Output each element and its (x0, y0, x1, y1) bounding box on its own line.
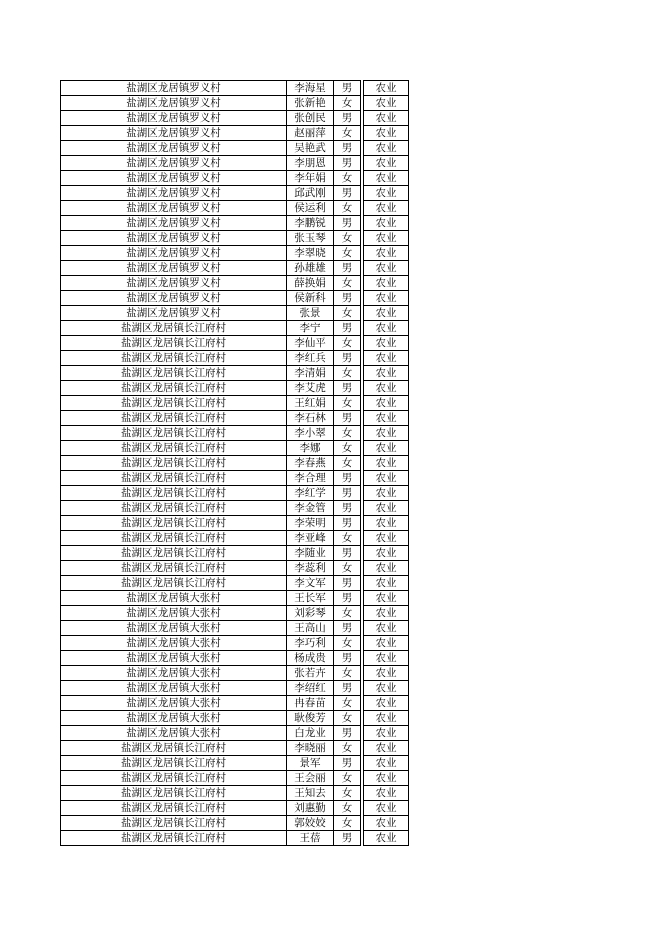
person-name-cell: 李清娟 (287, 366, 334, 381)
person-name-cell: 李小翠 (287, 426, 334, 441)
person-name-cell: 李年娟 (287, 171, 334, 186)
occupation-cell: 农业 (364, 201, 409, 216)
person-name-cell: 王高山 (287, 621, 334, 636)
table-row (61, 186, 409, 201)
person-name-cell: 郭姣姣 (287, 816, 334, 831)
village-cell: 盐湖区龙居镇长江府村 (61, 456, 287, 471)
person-name-cell: 刘惠勤 (287, 801, 334, 816)
village-cell: 盐湖区龙居镇大张村 (61, 621, 287, 636)
table-row (61, 411, 409, 426)
person-name-cell: 邱武刚 (287, 186, 334, 201)
village-cell: 盐湖区龙居镇大张村 (61, 636, 287, 651)
occupation-cell: 农业 (364, 456, 409, 471)
occupation-cell: 农业 (364, 681, 409, 696)
table-row (61, 96, 409, 111)
occupation-cell: 农业 (364, 426, 409, 441)
occupation-cell: 农业 (364, 81, 409, 96)
gender-cell: 女 (334, 816, 361, 831)
table-row (61, 81, 409, 96)
occupation-cell: 农业 (364, 351, 409, 366)
gender-cell: 男 (334, 411, 361, 426)
person-name-cell: 李艾虎 (287, 381, 334, 396)
gender-cell: 女 (334, 96, 361, 111)
village-cell: 盐湖区龙居镇长江府村 (61, 351, 287, 366)
village-cell: 盐湖区龙居镇大张村 (61, 591, 287, 606)
village-cell: 盐湖区龙居镇大张村 (61, 666, 287, 681)
occupation-cell: 农业 (364, 231, 409, 246)
village-cell: 盐湖区龙居镇长江府村 (61, 576, 287, 591)
village-cell: 盐湖区龙居镇长江府村 (61, 561, 287, 576)
table-row (61, 711, 409, 726)
person-name-cell: 李荣明 (287, 516, 334, 531)
table-row (61, 321, 409, 336)
village-cell: 盐湖区龙居镇长江府村 (61, 321, 287, 336)
gender-cell: 男 (334, 81, 361, 96)
gender-cell: 男 (334, 681, 361, 696)
table-row (61, 576, 409, 591)
village-cell: 盐湖区龙居镇大张村 (61, 606, 287, 621)
table-row (61, 606, 409, 621)
gender-cell: 女 (334, 786, 361, 801)
gender-cell: 女 (334, 531, 361, 546)
village-cell: 盐湖区龙居镇长江府村 (61, 771, 287, 786)
gender-cell: 女 (334, 456, 361, 471)
table-row (61, 591, 409, 606)
person-name-cell: 侯新科 (287, 291, 334, 306)
person-name-cell: 吴艳武 (287, 141, 334, 156)
person-name-cell: 刘彩琴 (287, 606, 334, 621)
person-name-cell: 冉春苗 (287, 696, 334, 711)
gender-cell: 女 (334, 696, 361, 711)
occupation-cell: 农业 (364, 291, 409, 306)
occupation-cell: 农业 (364, 321, 409, 336)
occupation-cell: 农业 (364, 501, 409, 516)
table-row (61, 231, 409, 246)
village-cell: 盐湖区龙居镇长江府村 (61, 441, 287, 456)
gender-cell: 男 (334, 351, 361, 366)
gender-cell: 男 (334, 591, 361, 606)
person-name-cell: 李随业 (287, 546, 334, 561)
village-cell: 盐湖区龙居镇罗义村 (61, 96, 287, 111)
person-name-cell: 李仙平 (287, 336, 334, 351)
person-name-cell: 李绍红 (287, 681, 334, 696)
table-row (61, 546, 409, 561)
village-cell: 盐湖区龙居镇长江府村 (61, 786, 287, 801)
gender-cell: 女 (334, 561, 361, 576)
person-name-cell: 王蓓 (287, 831, 334, 846)
occupation-cell: 农业 (364, 621, 409, 636)
table-row (61, 561, 409, 576)
village-cell: 盐湖区龙居镇罗义村 (61, 231, 287, 246)
occupation-cell: 农业 (364, 156, 409, 171)
gender-cell: 男 (334, 381, 361, 396)
village-cell: 盐湖区龙居镇长江府村 (61, 366, 287, 381)
person-name-cell: 薛换娟 (287, 276, 334, 291)
village-cell: 盐湖区龙居镇长江府村 (61, 531, 287, 546)
gender-cell: 男 (334, 216, 361, 231)
village-cell: 盐湖区龙居镇大张村 (61, 696, 287, 711)
village-cell: 盐湖区龙居镇大张村 (61, 681, 287, 696)
occupation-cell: 农业 (364, 126, 409, 141)
gender-cell: 女 (334, 201, 361, 216)
gender-cell: 男 (334, 141, 361, 156)
gender-cell: 女 (334, 126, 361, 141)
table-row (61, 216, 409, 231)
village-cell: 盐湖区龙居镇长江府村 (61, 546, 287, 561)
table-row (61, 261, 409, 276)
person-name-cell: 李合理 (287, 471, 334, 486)
table-row (61, 201, 409, 216)
gender-cell: 男 (334, 186, 361, 201)
occupation-cell: 农业 (364, 546, 409, 561)
occupation-cell: 农业 (364, 96, 409, 111)
table-row (61, 831, 409, 846)
village-cell: 盐湖区龙居镇罗义村 (61, 141, 287, 156)
occupation-cell: 农业 (364, 711, 409, 726)
gender-cell: 男 (334, 576, 361, 591)
occupation-cell: 农业 (364, 591, 409, 606)
table-row (61, 531, 409, 546)
person-name-cell: 赵丽萍 (287, 126, 334, 141)
gender-cell: 男 (334, 471, 361, 486)
table-row (61, 306, 409, 321)
village-cell: 盐湖区龙居镇长江府村 (61, 831, 287, 846)
occupation-cell: 农业 (364, 411, 409, 426)
gender-cell: 男 (334, 156, 361, 171)
village-cell: 盐湖区龙居镇罗义村 (61, 126, 287, 141)
occupation-cell: 农业 (364, 471, 409, 486)
village-cell: 盐湖区龙居镇大张村 (61, 651, 287, 666)
gender-cell: 女 (334, 276, 361, 291)
table-row (61, 396, 409, 411)
table-row (61, 111, 409, 126)
gender-cell: 男 (334, 726, 361, 741)
village-cell: 盐湖区龙居镇长江府村 (61, 396, 287, 411)
occupation-cell: 农业 (364, 141, 409, 156)
person-name-cell: 王会丽 (287, 771, 334, 786)
table-row (61, 726, 409, 741)
gender-cell: 女 (334, 426, 361, 441)
occupation-cell: 农业 (364, 366, 409, 381)
gender-cell: 女 (334, 396, 361, 411)
person-name-cell: 李晓丽 (287, 741, 334, 756)
person-name-cell: 耿俊芳 (287, 711, 334, 726)
occupation-cell: 农业 (364, 576, 409, 591)
occupation-cell: 农业 (364, 636, 409, 651)
occupation-cell: 农业 (364, 111, 409, 126)
village-cell: 盐湖区龙居镇罗义村 (61, 216, 287, 231)
person-name-cell: 李蕊利 (287, 561, 334, 576)
village-cell: 盐湖区龙居镇长江府村 (61, 336, 287, 351)
gender-cell: 男 (334, 516, 361, 531)
table-row (61, 516, 409, 531)
village-cell: 盐湖区龙居镇长江府村 (61, 381, 287, 396)
occupation-cell: 农业 (364, 531, 409, 546)
person-name-cell: 李红兵 (287, 351, 334, 366)
village-cell: 盐湖区龙居镇长江府村 (61, 471, 287, 486)
village-cell: 盐湖区龙居镇长江府村 (61, 501, 287, 516)
person-name-cell: 李鹏锐 (287, 216, 334, 231)
village-cell: 盐湖区龙居镇长江府村 (61, 801, 287, 816)
table-row (61, 786, 409, 801)
table-row (61, 291, 409, 306)
table-row (61, 741, 409, 756)
roster-table (60, 80, 409, 846)
table-row (61, 636, 409, 651)
gender-cell: 女 (334, 741, 361, 756)
gender-cell: 男 (334, 501, 361, 516)
village-cell: 盐湖区龙居镇罗义村 (61, 156, 287, 171)
occupation-cell: 农业 (364, 666, 409, 681)
person-name-cell: 白龙业 (287, 726, 334, 741)
table-row (61, 141, 409, 156)
gender-cell: 男 (334, 321, 361, 336)
occupation-cell: 农业 (364, 816, 409, 831)
gender-cell: 男 (334, 486, 361, 501)
person-name-cell: 孙雄雄 (287, 261, 334, 276)
occupation-cell: 农业 (364, 246, 409, 261)
occupation-cell: 农业 (364, 741, 409, 756)
person-name-cell: 李红学 (287, 486, 334, 501)
occupation-cell: 农业 (364, 801, 409, 816)
gender-cell: 女 (334, 771, 361, 786)
occupation-cell: 农业 (364, 651, 409, 666)
table-row (61, 366, 409, 381)
table-row (61, 441, 409, 456)
table-row (61, 651, 409, 666)
table-row (61, 501, 409, 516)
village-cell: 盐湖区龙居镇罗义村 (61, 186, 287, 201)
village-cell: 盐湖区龙居镇长江府村 (61, 426, 287, 441)
person-name-cell: 李宁 (287, 321, 334, 336)
gender-cell: 女 (334, 231, 361, 246)
person-name-cell: 李金管 (287, 501, 334, 516)
gender-cell: 男 (334, 111, 361, 126)
gender-cell: 女 (334, 606, 361, 621)
gender-cell: 男 (334, 261, 361, 276)
occupation-cell: 农业 (364, 306, 409, 321)
table-row (61, 126, 409, 141)
village-cell: 盐湖区龙居镇罗义村 (61, 111, 287, 126)
village-cell: 盐湖区龙居镇罗义村 (61, 291, 287, 306)
table-row (61, 426, 409, 441)
occupation-cell: 农业 (364, 276, 409, 291)
gender-cell: 女 (334, 306, 361, 321)
person-name-cell: 李石林 (287, 411, 334, 426)
occupation-cell: 农业 (364, 441, 409, 456)
occupation-cell: 农业 (364, 561, 409, 576)
person-name-cell: 李娜 (287, 441, 334, 456)
person-name-cell: 张景 (287, 306, 334, 321)
village-cell: 盐湖区龙居镇罗义村 (61, 81, 287, 96)
gender-cell: 男 (334, 651, 361, 666)
village-cell: 盐湖区龙居镇大张村 (61, 726, 287, 741)
person-name-cell: 杨成贵 (287, 651, 334, 666)
village-cell: 盐湖区龙居镇罗义村 (61, 276, 287, 291)
gender-cell: 女 (334, 366, 361, 381)
person-name-cell: 张创民 (287, 111, 334, 126)
person-name-cell: 王红娟 (287, 396, 334, 411)
table-row (61, 276, 409, 291)
gender-cell: 男 (334, 621, 361, 636)
village-cell: 盐湖区龙居镇长江府村 (61, 411, 287, 426)
village-cell: 盐湖区龙居镇罗义村 (61, 306, 287, 321)
table-row (61, 771, 409, 786)
table-row (61, 756, 409, 771)
table-row (61, 816, 409, 831)
village-cell: 盐湖区龙居镇长江府村 (61, 516, 287, 531)
occupation-cell: 农业 (364, 696, 409, 711)
table-row (61, 171, 409, 186)
table-row (61, 246, 409, 261)
person-name-cell: 景军 (287, 756, 334, 771)
person-name-cell: 张玉琴 (287, 231, 334, 246)
person-name-cell: 张若卉 (287, 666, 334, 681)
person-name-cell: 王知去 (287, 786, 334, 801)
table-row (61, 696, 409, 711)
village-cell: 盐湖区龙居镇长江府村 (61, 816, 287, 831)
person-name-cell: 李文军 (287, 576, 334, 591)
gender-cell: 男 (334, 546, 361, 561)
gender-cell: 男 (334, 831, 361, 846)
occupation-cell: 农业 (364, 186, 409, 201)
occupation-cell: 农业 (364, 516, 409, 531)
village-cell: 盐湖区龙居镇长江府村 (61, 741, 287, 756)
occupation-cell: 农业 (364, 831, 409, 846)
occupation-cell: 农业 (364, 396, 409, 411)
person-name-cell: 王长军 (287, 591, 334, 606)
person-name-cell: 李翠晓 (287, 246, 334, 261)
person-name-cell: 李亚峰 (287, 531, 334, 546)
village-cell: 盐湖区龙居镇罗义村 (61, 171, 287, 186)
gender-cell: 女 (334, 336, 361, 351)
gender-cell: 女 (334, 171, 361, 186)
table-row (61, 336, 409, 351)
occupation-cell: 农业 (364, 216, 409, 231)
person-name-cell: 侯运利 (287, 201, 334, 216)
gender-cell: 男 (334, 291, 361, 306)
table-row (61, 801, 409, 816)
occupation-cell: 农业 (364, 486, 409, 501)
table-row (61, 681, 409, 696)
gender-cell: 女 (334, 711, 361, 726)
table-row (61, 486, 409, 501)
table-row (61, 156, 409, 171)
gender-cell: 女 (334, 801, 361, 816)
gender-cell: 男 (334, 756, 361, 771)
village-cell: 盐湖区龙居镇大张村 (61, 711, 287, 726)
person-name-cell: 李巧利 (287, 636, 334, 651)
table-row (61, 351, 409, 366)
village-cell: 盐湖区龙居镇罗义村 (61, 261, 287, 276)
village-cell: 盐湖区龙居镇罗义村 (61, 201, 287, 216)
table-row (61, 456, 409, 471)
table-row (61, 471, 409, 486)
roster-table-body (61, 81, 409, 846)
person-name-cell: 张新艳 (287, 96, 334, 111)
occupation-cell: 农业 (364, 726, 409, 741)
gender-cell: 女 (334, 246, 361, 261)
occupation-cell: 农业 (364, 606, 409, 621)
person-name-cell: 李海星 (287, 81, 334, 96)
occupation-cell: 农业 (364, 381, 409, 396)
table-row (61, 666, 409, 681)
person-name-cell: 李春燕 (287, 456, 334, 471)
table-row (61, 381, 409, 396)
occupation-cell: 农业 (364, 171, 409, 186)
occupation-cell: 农业 (364, 261, 409, 276)
occupation-cell: 农业 (364, 786, 409, 801)
village-cell: 盐湖区龙居镇罗义村 (61, 246, 287, 261)
village-cell: 盐湖区龙居镇长江府村 (61, 756, 287, 771)
gender-cell: 女 (334, 636, 361, 651)
village-cell: 盐湖区龙居镇长江府村 (61, 486, 287, 501)
gender-cell: 女 (334, 441, 361, 456)
table-row (61, 621, 409, 636)
occupation-cell: 农业 (364, 771, 409, 786)
occupation-cell: 农业 (364, 756, 409, 771)
occupation-cell: 农业 (364, 336, 409, 351)
gender-cell: 女 (334, 666, 361, 681)
person-name-cell: 李朋恩 (287, 156, 334, 171)
